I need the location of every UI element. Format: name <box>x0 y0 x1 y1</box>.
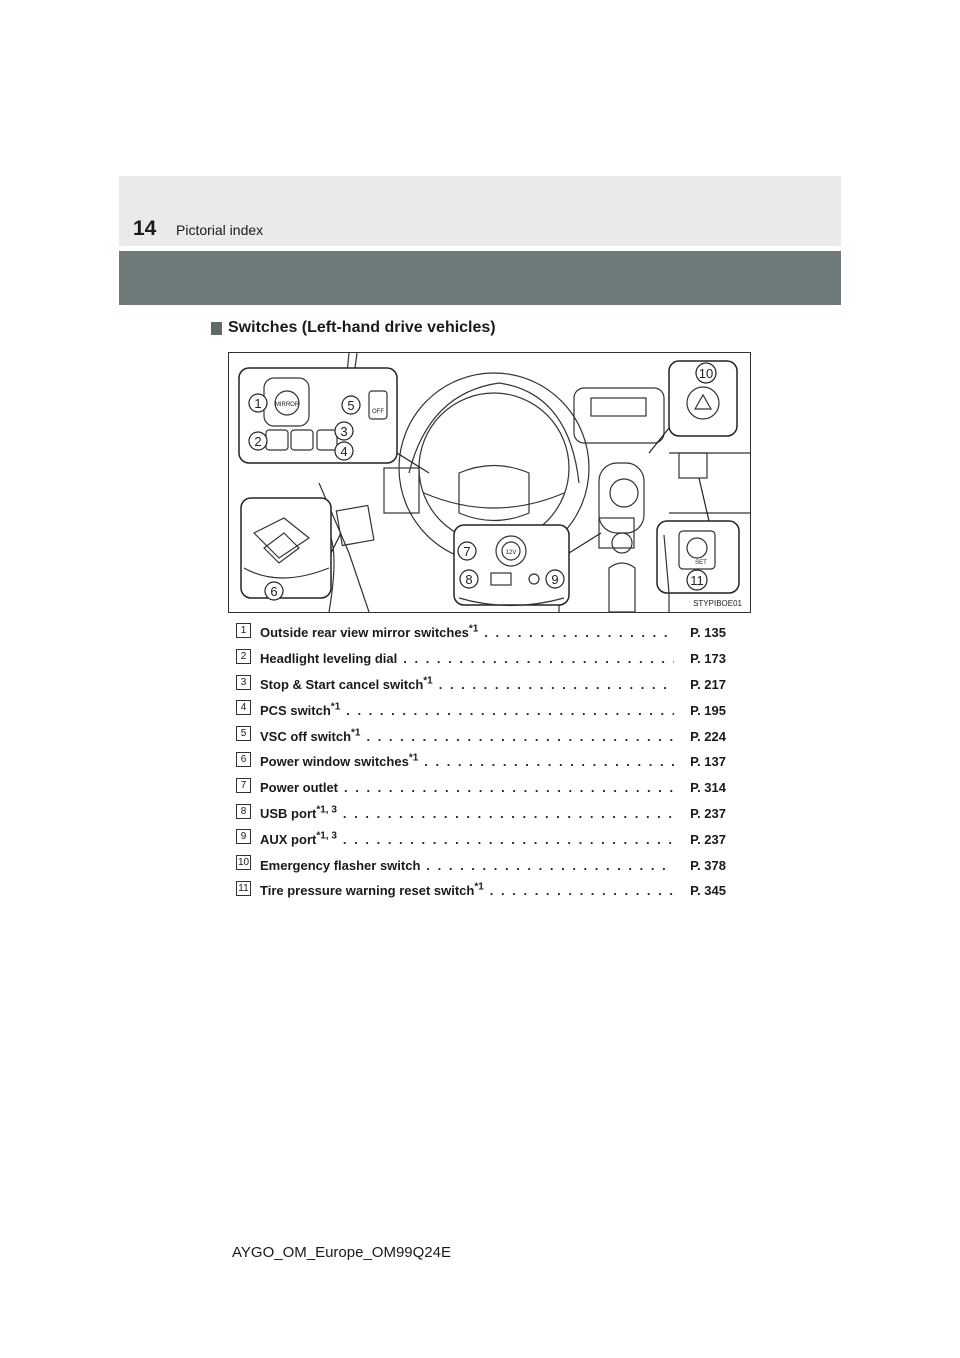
list-item <box>236 801 726 827</box>
list-item <box>236 697 726 723</box>
list-item <box>236 826 726 852</box>
svg-text:9: 9 <box>551 572 559 587</box>
item-number: 2 <box>236 649 251 664</box>
svg-text:10: 10 <box>698 366 714 381</box>
callout-2 <box>249 432 267 450</box>
item-number: 7 <box>236 778 251 793</box>
leader-dots <box>403 651 674 666</box>
page-reference: P. 137 <box>690 754 726 770</box>
mirror-label: MIRROR <box>274 402 300 408</box>
page-reference: P. 224 <box>690 728 726 744</box>
item-number: 8 <box>236 804 251 819</box>
item-number: 11 <box>236 881 251 896</box>
list-item <box>236 775 726 801</box>
leader-dots <box>439 677 674 692</box>
svg-text:8: 8 <box>465 572 473 587</box>
svg-text:4: 4 <box>340 444 348 459</box>
section-heading <box>211 318 496 338</box>
svg-text:11: 11 <box>690 573 704 588</box>
switches-illustration <box>228 352 751 613</box>
footer-document-id: AYGO_OM_Europe_OM99Q24E <box>232 1244 451 1261</box>
item-number: 10 <box>237 857 250 869</box>
page-reference: P. 195 <box>690 702 726 718</box>
page-reference: P. 135 <box>690 625 726 641</box>
callout-6 <box>265 582 283 600</box>
square-bullet-icon <box>211 322 222 335</box>
switch-index-list <box>236 620 726 904</box>
leader-dots <box>343 806 674 821</box>
page-reference: P. 314 <box>690 780 726 796</box>
leader-dots <box>366 729 674 744</box>
svg-text:7: 7 <box>463 544 471 559</box>
list-item <box>236 852 726 878</box>
item-label: VSC off switch$^{*1}$ <box>260 727 361 744</box>
leader-dots <box>426 858 674 873</box>
item-label: Stop & Start cancel switch$^{*1}$ <box>260 675 433 692</box>
off-label: OFF <box>372 409 384 415</box>
item-label: Headlight leveling dial <box>260 651 398 667</box>
page-number: 14 <box>133 217 157 240</box>
page-reference: P. 237 <box>690 831 726 847</box>
callout-11 <box>687 570 707 590</box>
figure-code: STYPIBOE01 <box>693 599 742 608</box>
header-dark-band <box>119 251 841 305</box>
list-item <box>236 749 726 775</box>
callout-10 <box>696 363 716 383</box>
svg-text:2: 2 <box>254 434 262 449</box>
item-label: PCS switch$^{*1}$ <box>260 701 341 718</box>
svg-text:1: 1 <box>254 396 262 411</box>
page-reference: P. 217 <box>690 676 726 692</box>
leader-dots <box>346 703 674 718</box>
section-heading-text: Switches (Left-hand drive vehicles) <box>228 319 496 336</box>
page-reference: P. 237 <box>690 805 726 821</box>
list-item <box>236 723 726 749</box>
svg-text:6: 6 <box>270 584 278 599</box>
item-label: AUX port$^{*1, 3}$ <box>260 830 337 847</box>
item-number: 1 <box>236 623 251 638</box>
svg-text:3: 3 <box>340 424 348 439</box>
item-number: 6 <box>236 752 251 767</box>
item-label: Power window switches$^{*1}$ <box>260 753 419 770</box>
list-item <box>236 672 726 698</box>
leader-dots <box>490 883 674 898</box>
item-number: 9 <box>236 829 251 844</box>
item-label: Power outlet <box>260 780 339 796</box>
leader-dots <box>344 780 674 795</box>
dashboard-drawing <box>229 353 750 612</box>
callout-7 <box>458 542 476 560</box>
item-number: 5 <box>236 726 251 741</box>
page-reference: P. 173 <box>690 651 726 667</box>
callout-9 <box>546 570 564 588</box>
callout-4 <box>335 442 353 460</box>
leader-dots <box>484 625 674 640</box>
callout-8 <box>460 570 478 588</box>
list-item <box>236 646 726 672</box>
page-reference: P. 378 <box>690 857 726 873</box>
callout-3 <box>335 422 353 440</box>
svg-text:5: 5 <box>347 398 355 413</box>
callout-5 <box>342 396 360 414</box>
item-label: Tire pressure warning reset switch$^{*1}$ <box>260 882 484 899</box>
item-label: Emergency flasher switch <box>260 857 421 873</box>
item-number: 4 <box>236 700 251 715</box>
leader-dots <box>343 832 674 847</box>
item-label: Outside rear view mirror switches$^{*1}$ <box>260 624 479 641</box>
set-label: SET <box>695 560 707 566</box>
list-item <box>236 620 726 646</box>
callout-1 <box>249 394 267 412</box>
section-title: Pictorial index <box>176 222 264 238</box>
outlet-label: 12V <box>505 550 517 556</box>
list-item <box>236 878 726 904</box>
item-label: USB port$^{*1, 3}$ <box>260 804 337 821</box>
page-reference: P. 345 <box>690 883 726 899</box>
item-number: 3 <box>236 675 251 690</box>
leader-dots <box>424 754 674 769</box>
